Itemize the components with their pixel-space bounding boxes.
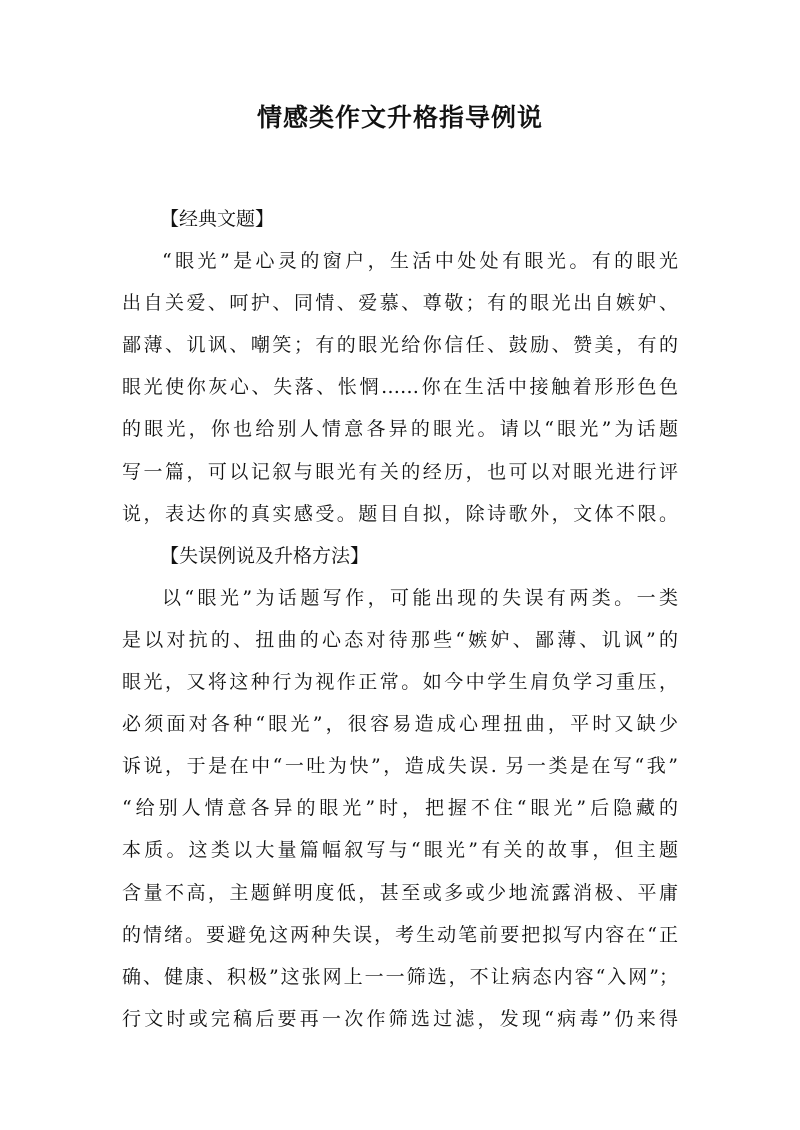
paragraph-line: 本质。这类以大量篇幅叙写与“眼光”有关的故事，但主题 [122,839,678,862]
section-heading-classic-topic: 【经典文题】 [160,208,275,230]
paragraph-line: 的眼光，你也给别人情意各异的眼光。请以“眼光”为话题 [122,418,678,441]
paragraph-line: 是以对抗的、扭曲的心态对待那些“嫉妒、鄙薄、讥讽”的 [122,628,678,651]
paragraph-line: 出自关爱、呵护、同情、爱慕、尊敬；有的眼光出自嫉妒、 [122,292,678,315]
paragraph-line: 行文时或完稿后要再一次作筛选过滤，发现“病毒”仍来得 [122,1007,678,1030]
paragraph-line: 确、健康、积极”这张网上一一筛选，不让病态内容“入网”； [122,965,678,988]
paragraph-line: 的情绪。要避免这两种失误，考生动笔前要把拟写内容在“正 [122,923,678,946]
paragraph-line: 必须面对各种“眼光”，很容易造成心理扭曲，平时又缺少 [122,713,678,736]
paragraph-line: 眼光，又将这种行为视作正常。如今中学生肩负学习重压， [122,671,678,694]
paragraph-line: 诉说，于是在中“一吐为快”，造成失误. 另一类是在写“我” [122,755,678,778]
paragraph-line: “给别人情意各异的眼光”时，把握不住“眼光”后隐藏的 [122,797,678,820]
paragraph-line: 写一篇，可以记叙与眼光有关的经历，也可以对眼光进行评 [122,460,678,483]
document-body [122,198,678,1040]
document-title: 情感类作文升格指导例说 [256,103,543,132]
paragraph-line: 含量不高，主题鲜明度低，甚至或多或少地流露消极、平庸 [122,881,678,904]
paragraph-line: 以“眼光”为话题写作，可能出现的失误有两类。一类 [162,586,678,609]
paragraph-line: 眼光使你灰心、失落、怅惘……你在生活中接触着形形色色 [122,376,678,399]
paragraph-line: “眼光”是心灵的窗户，生活中处处有眼光。有的眼光 [162,250,678,273]
section-heading-errors-and-upgrade: 【失误例说及升格方法】 [160,544,370,567]
paragraph-line: 说，表达你的真实感受。题目自拟，除诗歌外，文体不限。 [122,502,678,525]
paragraph-line: 鄙薄、讥讽、嘲笑；有的眼光给你信任、鼓励、赞美，有的 [122,334,678,357]
